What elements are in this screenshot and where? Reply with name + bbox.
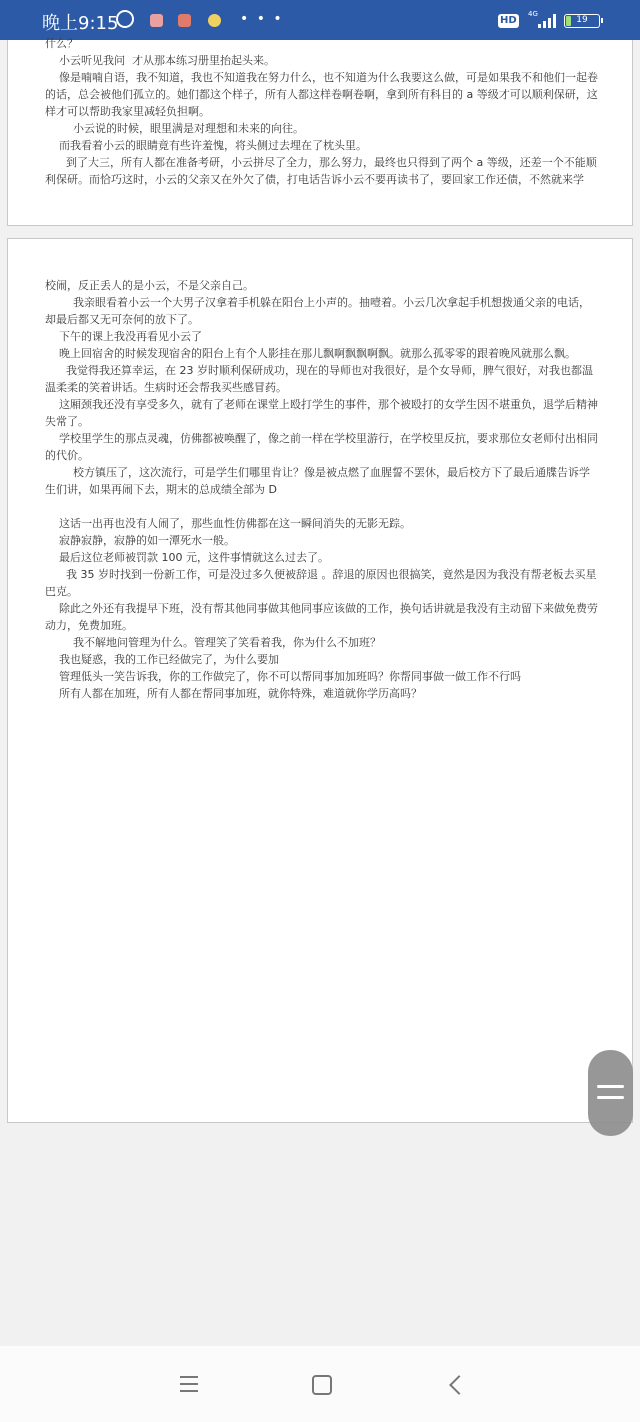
battery-icon bbox=[564, 14, 600, 28]
fast-scroll-handle[interactable] bbox=[588, 1050, 633, 1136]
paragraph: 校闹，反正丢人的是小云，不是父亲自己。 bbox=[45, 279, 254, 292]
paragraph: 这厢颈我还没有享受多久，就有了老师在课堂上殴打学生的事件，那个被殴打的女学生因不堪重负，退学后精神失常了。 bbox=[45, 398, 598, 428]
battery-level: 19 bbox=[576, 15, 588, 25]
more-notifications-icon: • • • bbox=[240, 11, 284, 27]
document-page-2 bbox=[7, 238, 633, 1123]
paragraph: 小云说的时候，眼里满是对理想和未来的向往。 bbox=[45, 122, 304, 135]
paragraph: 除此之外还有我提早下班，没有帮其他同事做其他同事应该做的工作，换句话讲就是我没有主动留下来做免费劳动力，免费加班。 bbox=[45, 602, 598, 632]
paragraph: 寂静寂静，寂静的如一潭死水一般。 bbox=[45, 534, 235, 547]
paragraph: 像是喃喃自语，我不知道，我也不知道我在努力什么，也不知道为什么我要这么做，可是如果我不和他们一起卷的话，总会被他们孤立的。她们都这个样子，所有人都这样卷啊卷啊，拿到所有科目的 a 等级才可以顺利保研，这样才可以帮助我家里减轻负担啊。 bbox=[45, 71, 598, 118]
paragraph: 我觉得我还算幸运，在 23 岁时顺利保研成功，现在的导师也对我很好，是个女导师，脾气很好，对我也都温温柔柔的笑着讲话。生病时还会帮我买些感冒药。 bbox=[45, 364, 593, 394]
notification-app-icon bbox=[208, 14, 221, 27]
paragraph: 小云听见我问 才从那本练习册里抬起头来。 bbox=[45, 54, 275, 67]
paragraph: 最后这位老师被罚款 100 元，这件事情就这么过去了。 bbox=[45, 551, 329, 564]
paragraph: 所有人都在加班，所有人都在帮同事加班，就你特殊，难道就你学历高吗？ bbox=[45, 687, 422, 700]
home-icon[interactable] bbox=[312, 1375, 332, 1395]
notification-app-icon bbox=[150, 14, 163, 27]
paragraph: 管理低头一笑告诉我，你的工作做完了，你不可以帮同事加加班吗？你帮同事做一做工作不行吗 bbox=[45, 670, 521, 683]
paragraph: 这话一出再也没有人闹了，那些血性仿佛都在这一瞬间消失的无影无踪。 bbox=[45, 517, 411, 530]
paragraph: 校方镇压了，这次流行，可是学生们哪里肯让？像是被点燃了血腥誓不罢休，最后校方下了最后通牒告诉学生们讲，如果再闹下去，期末的总成绩全部为 D bbox=[45, 466, 590, 496]
paragraph: 到了大三，所有人都在准备考研，小云拼尽了全力，那么努力，最终也只得到了两个 a 等级，还差一个不能顺利保研。而恰巧这时，小云的父亲又在外欠了债，打电话告诉小云不要再读书了，要回家工作还债，不然就来学 bbox=[45, 156, 597, 186]
back-icon[interactable] bbox=[449, 1375, 469, 1395]
signal-icon bbox=[536, 14, 558, 28]
paragraph: 什么？ bbox=[45, 37, 78, 50]
paragraph: 我也疑惑，我的工作已经做完了，为什么要加 bbox=[45, 653, 279, 666]
paragraph: 我不解地问管理为什么。管理笑了笑看着我，你为什么不加班？ bbox=[45, 636, 381, 649]
alarm-icon bbox=[116, 10, 134, 28]
network-type: 4G bbox=[528, 10, 538, 18]
paragraph: 我 35 岁时找到一份新工作，可是没过多久便被辞退 。辞退的原因也很搞笑，竟然是因为我没有帮老板去买星巴克。 bbox=[45, 568, 597, 598]
paragraph: 学校里学生的那点灵魂，仿佛都被唤醒了，像之前一样在学校里游行，在学校里反抗，要求那位女老师付出相同的代价。 bbox=[45, 432, 598, 462]
paragraph: 下午的课上我没再看见小云了 bbox=[45, 330, 202, 343]
recent-apps-icon[interactable] bbox=[178, 1372, 202, 1396]
paragraph: 我亲眼看着小云一个大男子汉拿着手机躲在阳台上小声的。抽噎着。小云几次拿起手机想拨通父亲的电话，却最后都又无可奈何的放下了。 bbox=[45, 296, 590, 326]
notification-app-icon bbox=[178, 14, 191, 27]
paragraph: 而我看着小云的眼睛竟有些许羞愧，将头侧过去埋在了枕头里。 bbox=[45, 139, 367, 152]
document-page-1 bbox=[7, 37, 633, 226]
hd-voice-icon: HD bbox=[500, 15, 517, 26]
status-bar bbox=[0, 0, 640, 40]
status-time: 晚上9:15 bbox=[42, 13, 119, 34]
paragraph: 晚上回宿舍的时候发现宿舍的阳台上有个人影挂在那儿飘啊飘飘啊飘。就那么孤零零的跟着晚风就那么飘。 bbox=[45, 347, 576, 360]
system-nav-bar bbox=[0, 1346, 640, 1422]
